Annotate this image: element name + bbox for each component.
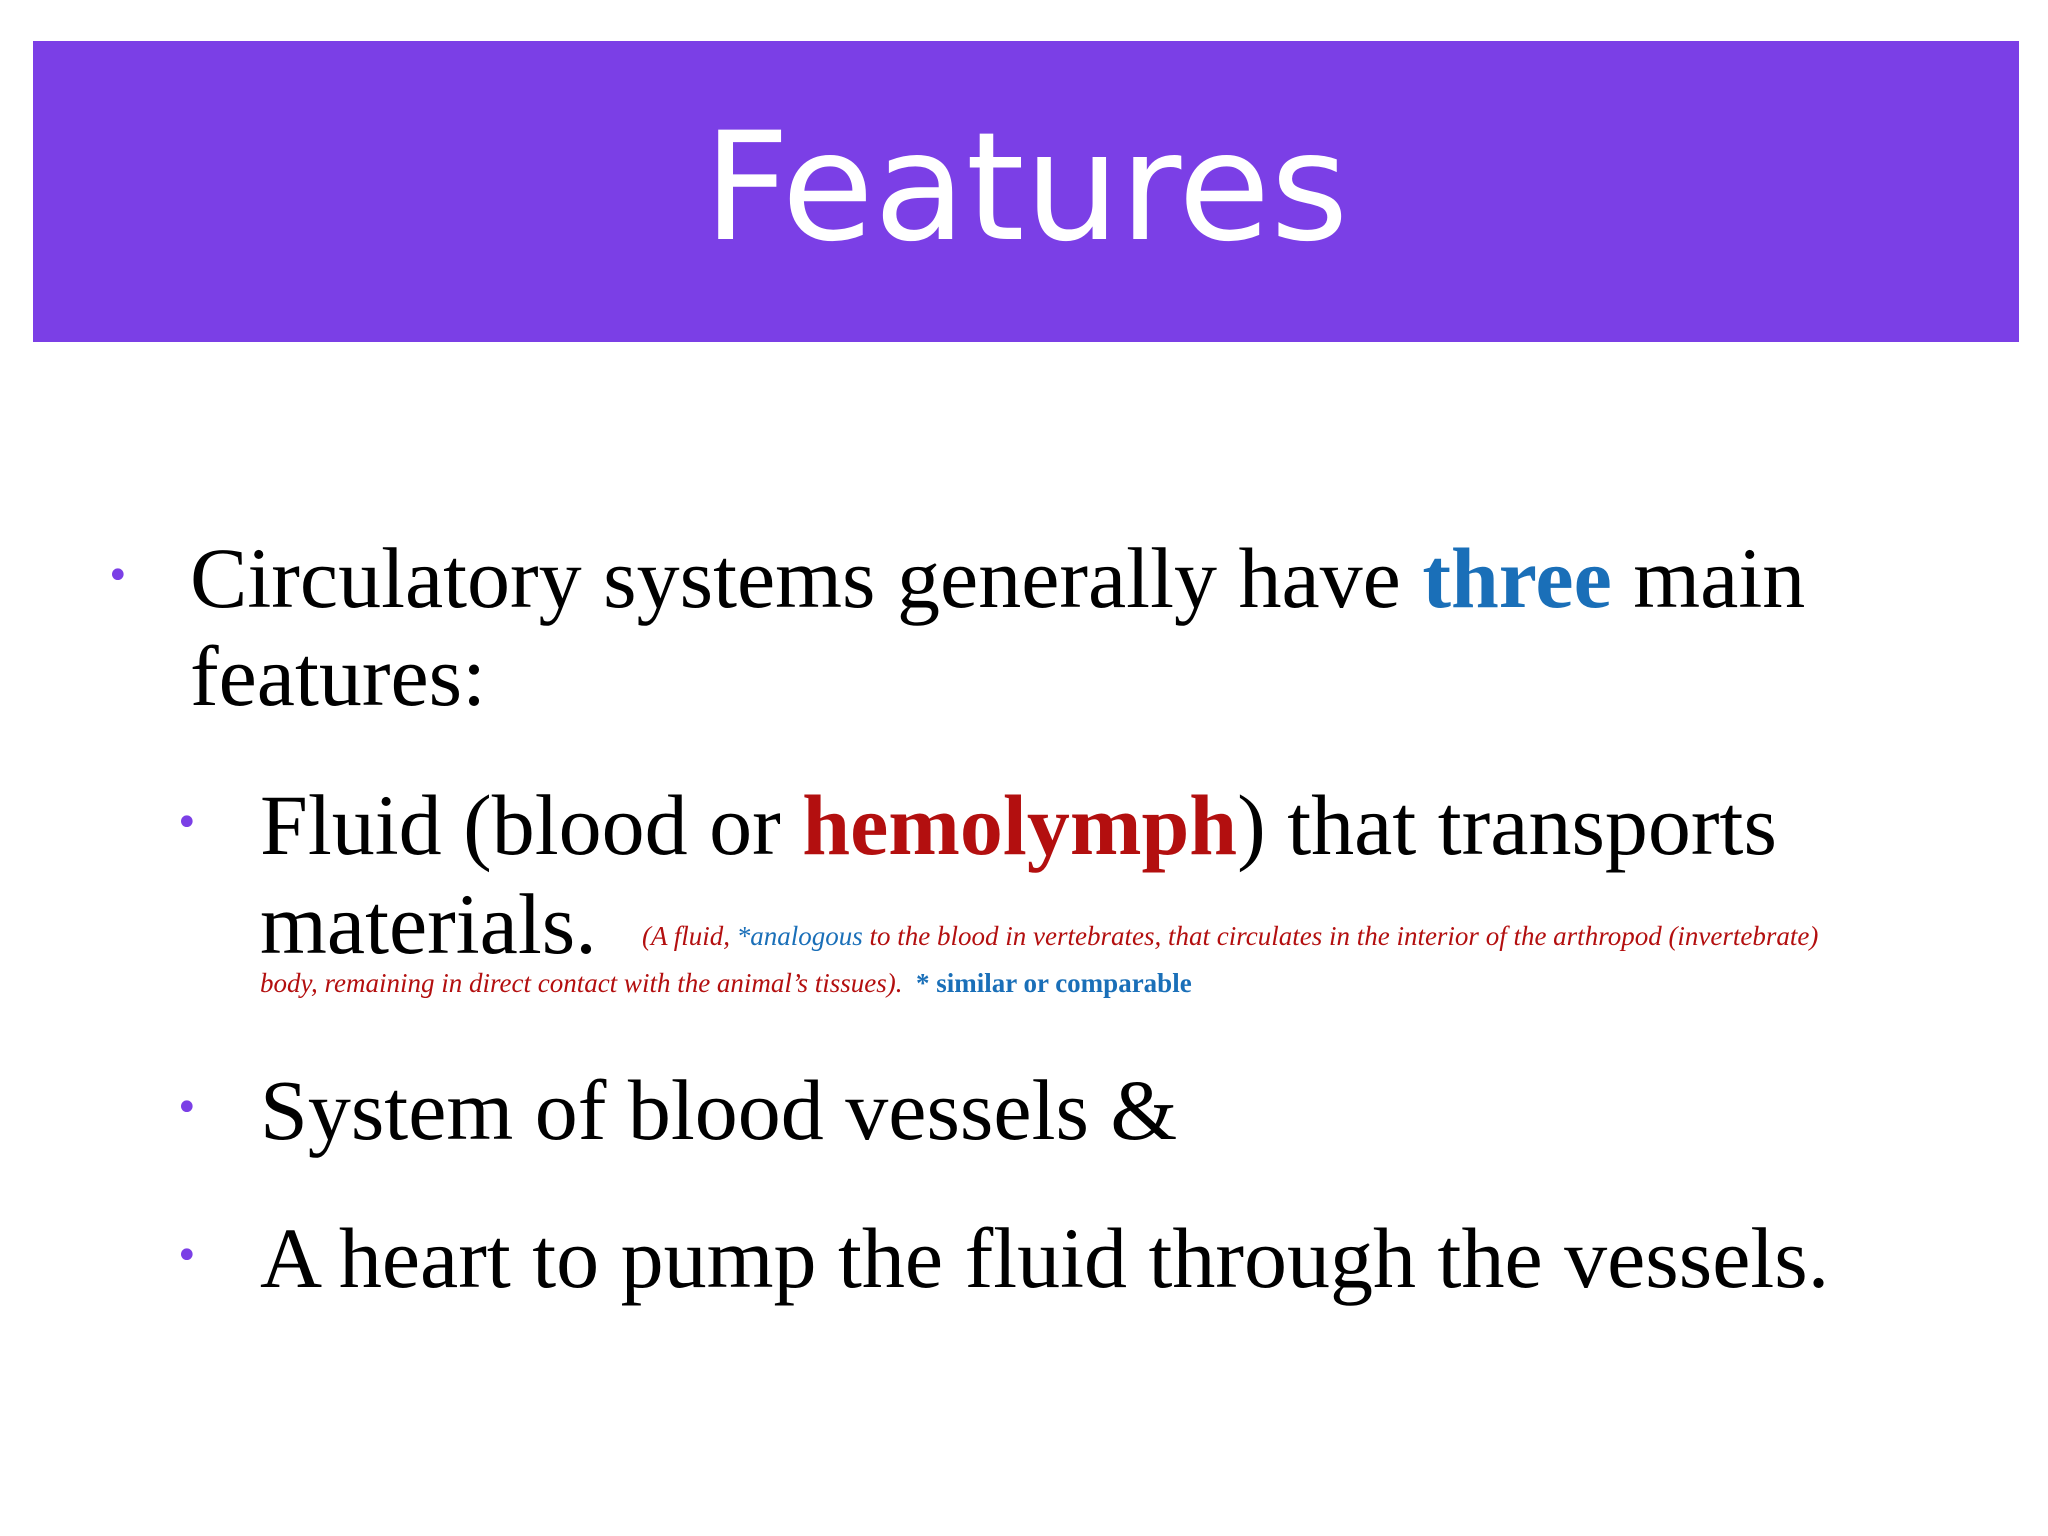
fluid-text-before: Fluid (blood or xyxy=(260,777,803,873)
fluid-bullet-line-2: materials. xyxy=(260,876,597,972)
main-bullet-line-2: features: xyxy=(190,628,487,724)
bullet-dot-icon: • xyxy=(175,1233,199,1279)
fluid-bullet-line-1 xyxy=(260,777,1777,873)
highlight-hemolymph: hemolymph xyxy=(802,777,1238,873)
hemolymph-note-line-1 xyxy=(642,923,1818,950)
slide-title: Features xyxy=(703,100,1349,275)
note-part-3: body, remaining in direct contact with the animal’s tissues). xyxy=(260,968,903,998)
vessels-bullet: System of blood vessels & xyxy=(260,1062,1178,1158)
hemolymph-note-line-2 xyxy=(260,970,1192,997)
bullet-dot-icon: • xyxy=(175,800,199,846)
note-definition: * similar or comparable xyxy=(915,968,1192,998)
bullet-dot-icon: • xyxy=(175,1085,199,1131)
fluid-text-after: ) that transports xyxy=(1237,777,1777,873)
note-part-1: (A fluid, xyxy=(642,921,737,951)
highlight-three: three xyxy=(1422,530,1612,626)
main-bullet-line-1 xyxy=(190,530,1806,626)
note-analogous: *analogous xyxy=(736,921,863,951)
heart-bullet: A heart to pump the fluid through the vessels. xyxy=(260,1210,1830,1306)
main-bullet-text-before: Circulatory systems generally have xyxy=(190,530,1423,626)
bullet-dot-icon: • xyxy=(106,553,130,599)
note-part-2: to the blood in vertebrates, that circulates in the interior of the arthropod (invertebrate) xyxy=(862,921,1819,951)
main-bullet-text-after: main xyxy=(1611,530,1806,626)
